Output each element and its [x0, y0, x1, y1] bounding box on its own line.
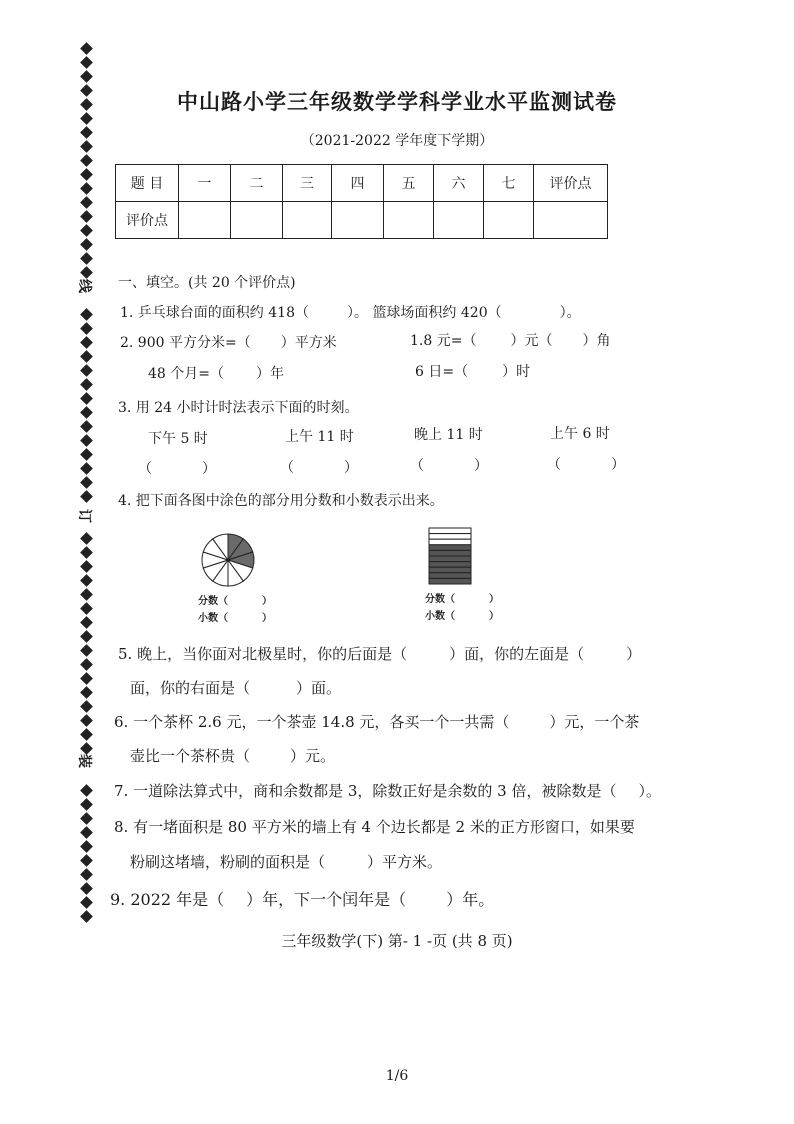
shaded-circle-figure	[198, 530, 258, 594]
q3-time-3: 晚上 11 时	[414, 427, 483, 443]
q4-right-decimal	[425, 607, 499, 622]
q6-line2-text: 壶比一个茶杯贵（	[130, 747, 251, 765]
binding-dot	[80, 560, 93, 573]
q5-text: 5. 晚上，当你面对北极星时，你的后面是（	[118, 645, 408, 663]
binding-dot	[80, 910, 93, 923]
question-9	[110, 887, 494, 910]
bar-strip-shaded	[429, 567, 471, 573]
q9-end: ）年。	[446, 890, 495, 909]
score-cell[interactable]	[434, 202, 484, 239]
binding-dot	[80, 406, 93, 419]
q4-left-fraction	[198, 592, 272, 607]
paren-close: ）	[489, 611, 499, 622]
binding-dot	[80, 658, 93, 671]
bar-strip-shaded	[429, 578, 471, 584]
paren-close: ）	[262, 613, 272, 624]
bar-strip-shaded	[429, 562, 471, 568]
paren-close: ）	[474, 458, 488, 474]
binding-dot	[80, 252, 93, 265]
question-3: 3. 用 24 小时计时法表示下面的时刻。	[118, 400, 359, 416]
q5-line2-text: 面，你的右面是（	[130, 679, 251, 697]
binding-dot	[80, 896, 93, 909]
question-2d	[415, 361, 530, 381]
question-2b	[410, 330, 610, 350]
q2d-text: 6 日=（	[415, 364, 469, 380]
q2b-text: 1.8 元=（	[410, 333, 477, 349]
binding-dot	[80, 224, 93, 237]
binding-dot	[80, 210, 93, 223]
paren-open: （	[410, 458, 424, 474]
binding-dot	[80, 378, 93, 391]
q6-line2-end: ）元。	[290, 747, 336, 765]
score-table-header-cell: 五	[384, 165, 434, 202]
binding-dot	[80, 644, 93, 657]
q2c-end: ）年	[256, 366, 284, 382]
paren-close: ）	[202, 461, 216, 477]
q2c-text: 48 个月=（	[148, 366, 224, 382]
score-cell[interactable]	[283, 202, 332, 239]
q3-answer-2[interactable]	[280, 457, 358, 477]
paren-open: （	[138, 461, 152, 477]
bar-svg	[427, 526, 473, 586]
q1-part1-end: ）。	[346, 305, 368, 321]
q9-text: 9. 2022 年是（	[110, 890, 225, 909]
q5-line2-end: ）面。	[296, 679, 342, 697]
q9-mid: ）年，下一个闰年是（	[246, 890, 407, 909]
question-4: 4. 把下面各图中涂色的部分用分数和小数表示出来。	[118, 493, 444, 509]
binding-dot	[80, 266, 93, 279]
question-5-line-1	[118, 643, 641, 664]
q4-right-fraction	[425, 590, 499, 605]
q5-mid: ）面，你的左面是（	[449, 645, 585, 663]
binding-margin	[76, 44, 98, 934]
score-cell[interactable]	[179, 202, 231, 239]
binding-dot	[80, 434, 93, 447]
q3-time-2: 上午 11 时	[285, 429, 354, 445]
page-footer: 三年级数学(下) 第- 1 -页 (共 8 页)	[281, 932, 513, 950]
binding-dot	[80, 168, 93, 181]
binding-dot	[80, 742, 93, 755]
paren-open: （	[547, 457, 561, 473]
binding-char: 订	[76, 509, 92, 523]
binding-dot	[80, 238, 93, 251]
question-2c	[148, 363, 284, 383]
paren-close: ）	[611, 457, 625, 473]
decimal-label: 小数（	[425, 611, 455, 622]
bar-strip-shaded	[429, 545, 471, 551]
question-1	[120, 302, 581, 322]
binding-dot	[80, 532, 93, 545]
binding-dot	[80, 630, 93, 643]
question-5-line-2	[130, 677, 341, 698]
shaded-rectangle-figure	[427, 526, 473, 590]
bar-strip	[429, 539, 471, 545]
score-table-score-row	[116, 202, 608, 239]
q3-answer-3[interactable]	[410, 455, 488, 475]
q2b-mid: ）元（	[510, 333, 553, 349]
score-cell[interactable]	[384, 202, 434, 239]
q2a-end: ）平方米	[280, 335, 337, 351]
fraction-label: 分数（	[198, 596, 228, 607]
binding-char: 装	[76, 754, 92, 768]
q1-part1: 1. 乒乓球台面的面积约 418（	[120, 305, 309, 321]
paren-close: ）	[489, 594, 499, 605]
score-table-header-cell: 三	[283, 165, 332, 202]
score-table-header-cell: 七	[484, 165, 534, 202]
score-cell[interactable]	[534, 202, 608, 239]
q3-time-1: 下午 5 时	[148, 431, 208, 447]
question-6-line-2	[130, 745, 335, 766]
question-8-line-2	[130, 851, 442, 872]
binding-dot	[80, 420, 93, 433]
q1-part2-end: ）。	[559, 305, 581, 321]
binding-dot	[80, 728, 93, 741]
binding-dot	[80, 714, 93, 727]
question-8-line-1: 8. 有一堵面积是 80 平方米的墙上有 4 个边长都是 2 米的正方形窗口，如果要	[114, 818, 635, 836]
question-6-line-1	[114, 711, 639, 732]
binding-dot	[80, 588, 93, 601]
binding-dot	[80, 350, 93, 363]
pie-svg	[198, 530, 258, 590]
q3-answer-1[interactable]	[138, 458, 216, 478]
bar-strip-shaded	[429, 550, 471, 556]
binding-dot	[80, 602, 93, 615]
score-table-header-cell: 题 目	[116, 165, 179, 202]
binding-dot	[80, 616, 93, 629]
binding-dot	[80, 462, 93, 475]
binding-dot	[80, 868, 93, 881]
bar-strip	[429, 528, 471, 534]
binding-dot	[80, 196, 93, 209]
binding-dot	[80, 308, 93, 321]
binding-dot	[80, 826, 93, 839]
q2d-end: ）时	[502, 364, 531, 380]
binding-dot	[80, 840, 93, 853]
paren-open: （	[280, 460, 294, 476]
binding-dot	[80, 784, 93, 797]
q4-left-decimal	[198, 609, 272, 624]
q8-line2-end: ）平方米。	[367, 853, 443, 871]
score-table-header-cell: 一	[179, 165, 231, 202]
section-heading: 一、填空。(共 20 个评价点)	[118, 275, 296, 291]
binding-dot	[80, 70, 93, 83]
binding-dot	[80, 154, 93, 167]
score-table	[115, 164, 608, 239]
page-number: 1/6	[385, 1068, 409, 1084]
score-table-header-cell: 六	[434, 165, 484, 202]
q7-text: 7. 一道除法算式中，商和余数都是 3，除数正好是余数的 3 倍，被除数是（	[114, 782, 617, 800]
binding-dot	[80, 700, 93, 713]
q1-part2: 篮球场面积约 420（	[372, 305, 502, 321]
binding-dot	[80, 56, 93, 69]
binding-dot	[80, 182, 93, 195]
decimal-label: 小数（	[198, 613, 228, 624]
question-7	[114, 780, 661, 801]
binding-dot	[80, 322, 93, 335]
score-cell[interactable]	[484, 202, 534, 239]
binding-dot	[80, 448, 93, 461]
score-cell[interactable]	[231, 202, 283, 239]
binding-dot	[80, 672, 93, 685]
q6-mid: ）元，一个茶	[549, 713, 640, 731]
q6-text: 6. 一个茶杯 2.6 元，一个茶壶 14.8 元，各买一个一共需（	[114, 713, 510, 731]
score-table-header-row	[116, 165, 608, 202]
paren-close: ）	[344, 460, 358, 476]
fraction-label: 分数（	[425, 594, 455, 605]
bar-strip-shaded	[429, 573, 471, 579]
binding-dot	[80, 686, 93, 699]
paren-close: ）	[262, 596, 272, 607]
binding-dot	[80, 812, 93, 825]
score-cell[interactable]	[332, 202, 384, 239]
binding-dot	[80, 476, 93, 489]
binding-dot	[80, 854, 93, 867]
exam-subtitle: （2021-2022 学年度下学期）	[300, 133, 494, 149]
score-table-row-label: 评价点	[116, 202, 179, 239]
q3-answer-4[interactable]	[547, 454, 625, 474]
q2b-end: ）角	[582, 333, 611, 349]
binding-dot	[80, 364, 93, 377]
question-2a	[120, 332, 337, 352]
q8-line2-text: 粉刷这堵墙，粉刷的面积是（	[130, 853, 326, 871]
binding-dot	[80, 336, 93, 349]
binding-char: 线	[76, 279, 92, 293]
binding-dot	[80, 490, 93, 503]
exam-title: 中山路小学三年级数学学科学业水平监测试卷	[177, 89, 617, 114]
score-table-header-cell: 四	[332, 165, 384, 202]
score-table-header-cell: 二	[231, 165, 283, 202]
bar-strip-shaded	[429, 556, 471, 562]
bar-strip	[429, 534, 471, 540]
q5-end: ）	[626, 645, 642, 663]
binding-dot	[80, 882, 93, 895]
q2a-text: 2. 900 平方分米=（	[120, 335, 251, 351]
q7-end: ）。	[638, 782, 661, 800]
binding-dot	[80, 574, 93, 587]
q3-time-4: 上午 6 时	[550, 426, 610, 442]
binding-dot	[80, 546, 93, 559]
binding-dot	[80, 42, 93, 55]
binding-dot	[80, 392, 93, 405]
binding-dot	[80, 798, 93, 811]
score-table-header-cell: 评价点	[534, 165, 608, 202]
